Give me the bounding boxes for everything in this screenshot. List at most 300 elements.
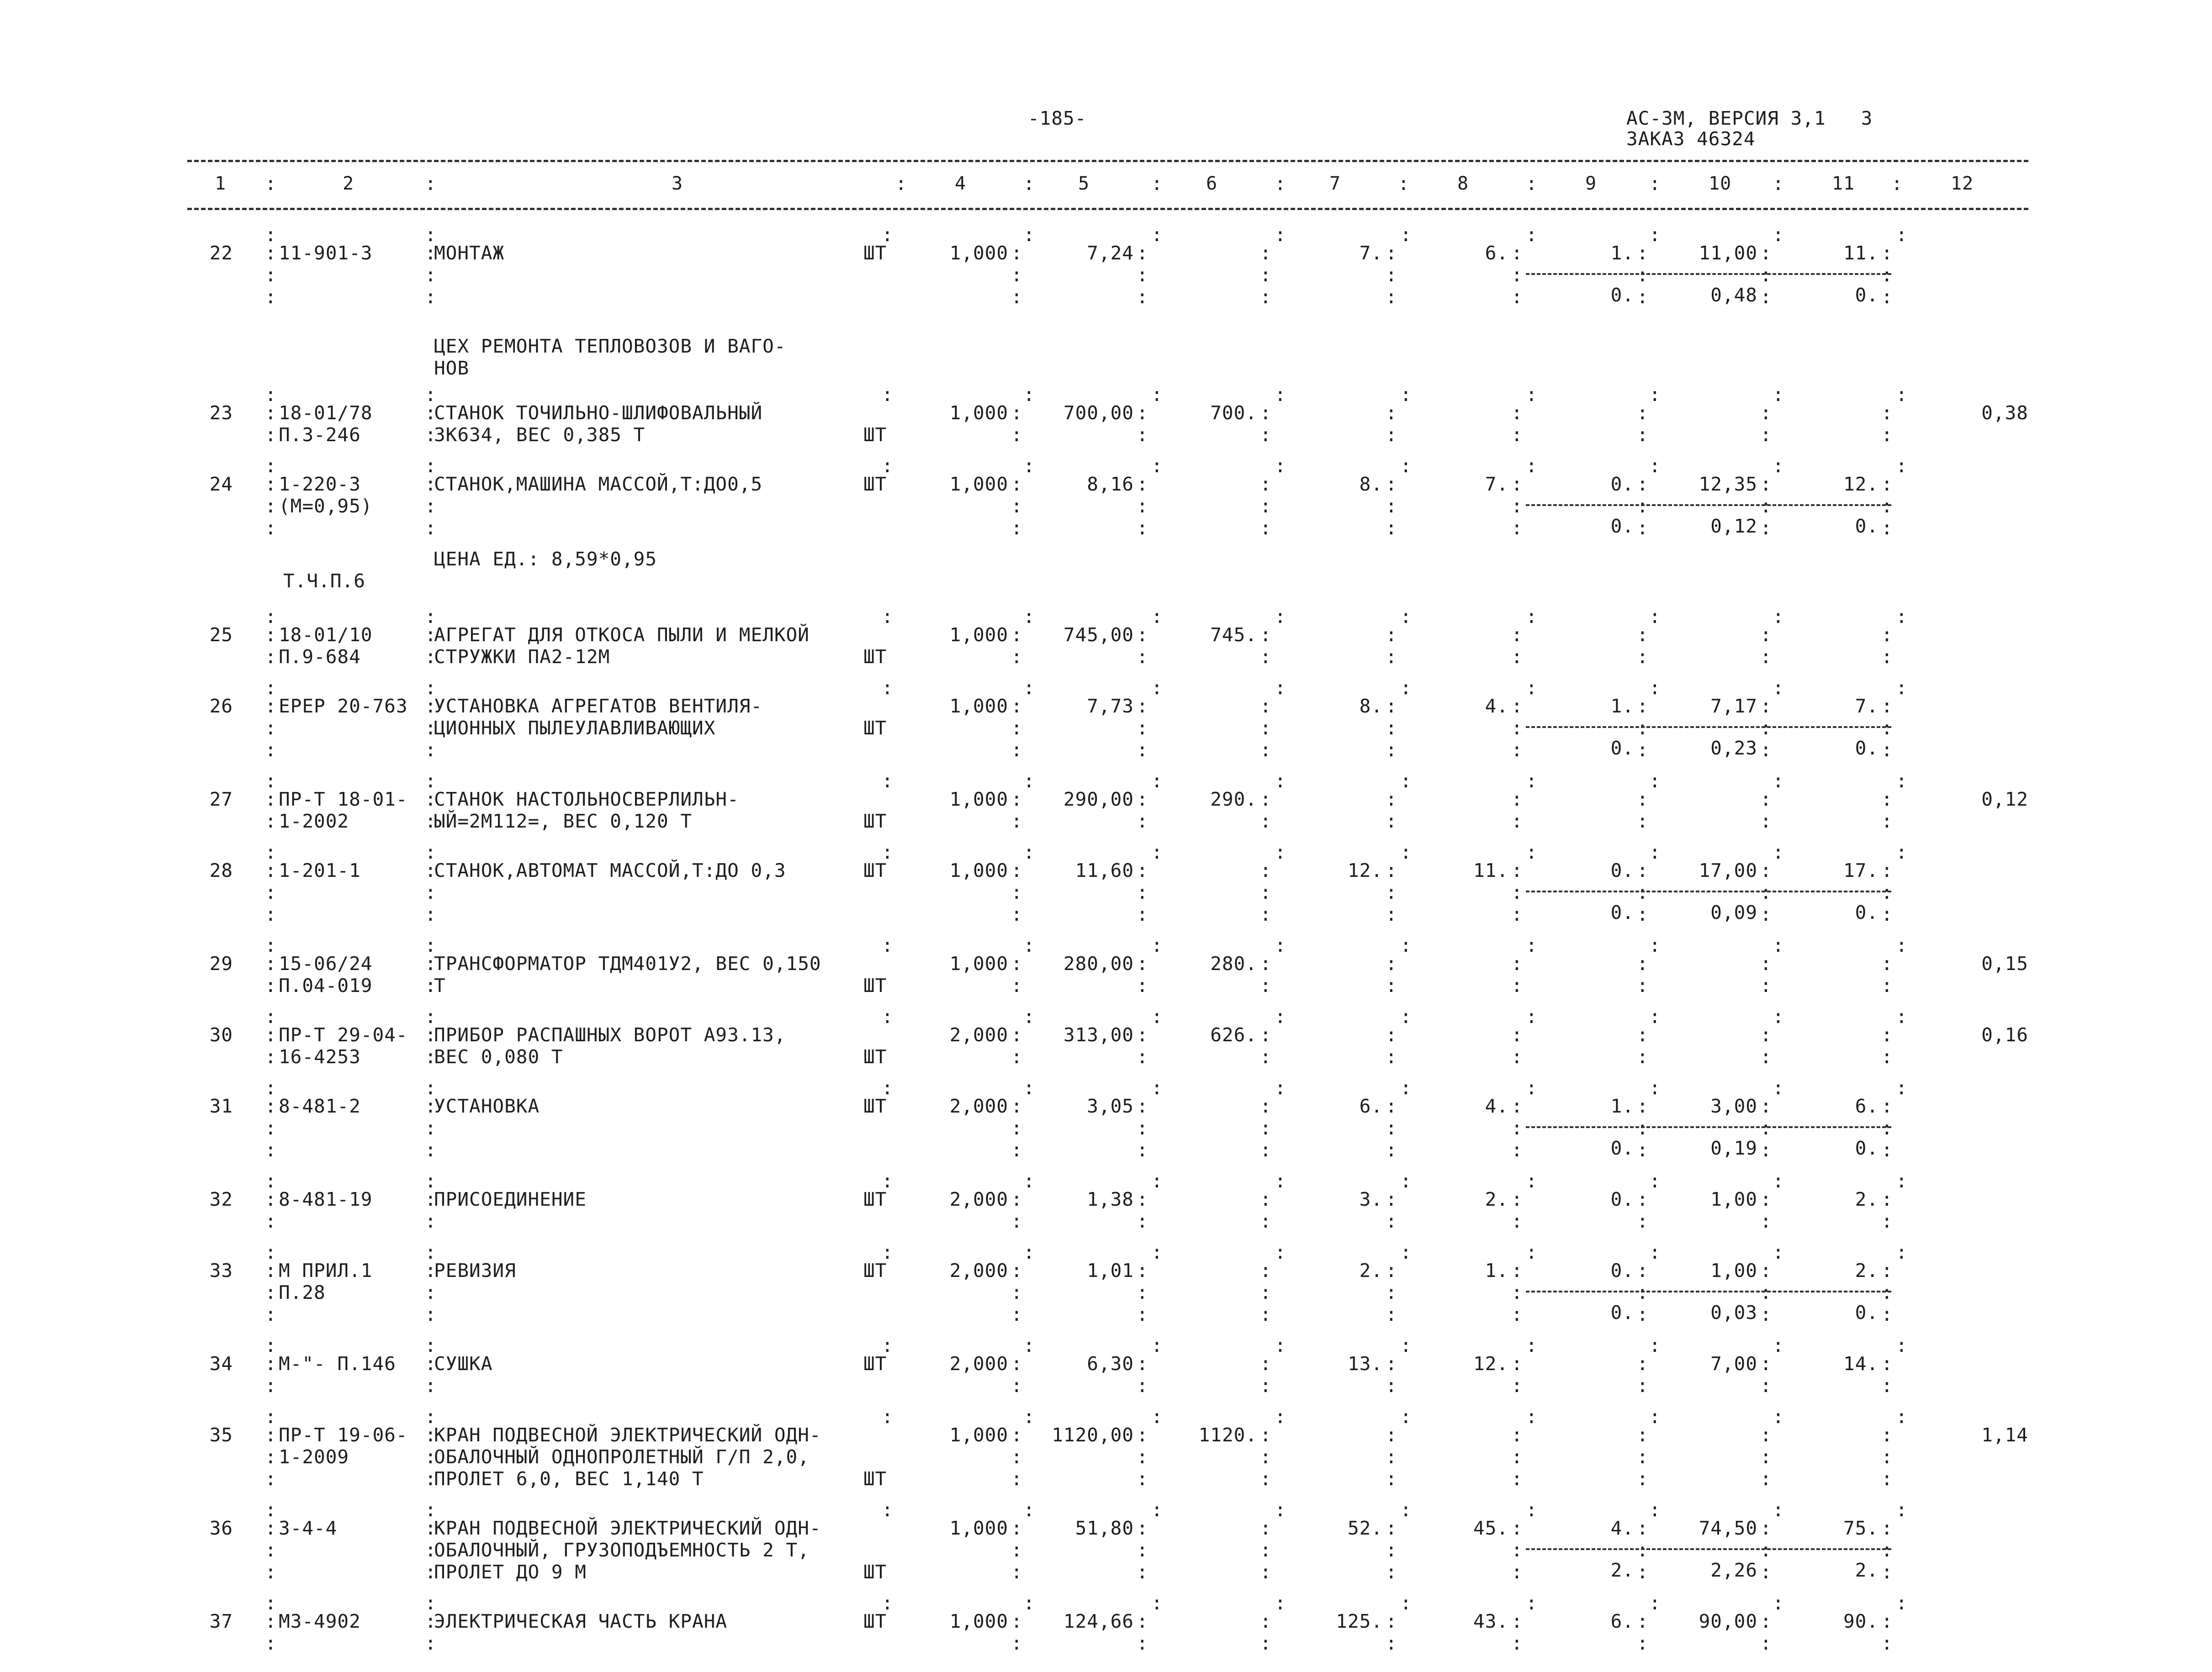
cell-colon: : <box>425 1139 437 1161</box>
cell-colon: : <box>1386 1539 1397 1561</box>
cell-colon: : <box>1511 402 1523 424</box>
row-code: М ПРИЛ.1 <box>279 1260 373 1282</box>
cell-colon: : <box>1386 1260 1397 1282</box>
cell-colon: : <box>1011 1610 1023 1632</box>
cell-colon: : <box>1386 264 1397 286</box>
column-separator: : <box>1891 173 1903 195</box>
cell-colon: : <box>1386 1282 1397 1303</box>
cell-c5: 700,00 <box>1063 402 1134 424</box>
cell-c10: 74,50 <box>1699 1517 1757 1539</box>
cell-colon: : <box>1137 1303 1148 1325</box>
subtotal-separator <box>1526 891 1891 892</box>
row-colon: : <box>1773 841 1784 863</box>
row-unit: ШТ <box>863 1561 887 1583</box>
row-colon: : <box>1400 455 1412 477</box>
row-colon: : <box>1400 770 1412 792</box>
row-colon: : <box>1773 934 1784 956</box>
cell-colon: : <box>265 881 277 903</box>
row-colon: : <box>1400 1592 1412 1614</box>
row-colon: : <box>1649 1170 1661 1192</box>
cell-colon: : <box>1260 1210 1272 1232</box>
row-colon: : <box>1526 1077 1538 1099</box>
row-unit: ШТ <box>863 473 887 495</box>
row-name: ОБАЛОЧНЫЙ, ГРУЗОПОДЪЕМНОСТЬ 2 Т, <box>434 1539 810 1561</box>
cell-colon: : <box>1386 1095 1397 1117</box>
cell-colon: : <box>1881 517 1893 539</box>
cell-colon: : <box>425 1260 437 1282</box>
cell-colon: : <box>1637 903 1649 925</box>
cell-colon: : <box>1386 881 1397 903</box>
cell-colon: : <box>1760 1282 1772 1303</box>
row-colon: : <box>1151 841 1163 863</box>
cell-c11: 14. <box>1843 1353 1879 1375</box>
cell-colon: : <box>1386 810 1397 832</box>
cell-colon: : <box>425 903 437 925</box>
cell-colon: : <box>1260 242 1272 264</box>
cell-c9: 1. <box>1610 695 1634 717</box>
cell-colon: : <box>1511 1139 1523 1161</box>
row-colon: : <box>1773 1077 1784 1099</box>
cell-colon: : <box>1260 286 1272 308</box>
cell-colon: : <box>1881 717 1893 739</box>
row-colon: : <box>1649 1406 1661 1428</box>
column-header-4: 4 <box>955 173 967 194</box>
row-colon: : <box>1896 1077 1908 1099</box>
cell-colon: : <box>1511 1260 1523 1282</box>
cell-colon: : <box>1881 646 1893 668</box>
cell-colon: : <box>1881 1188 1893 1210</box>
cell-c9: 1. <box>1610 242 1634 264</box>
cell-colon: : <box>1637 695 1649 717</box>
row-colon: : <box>425 1006 437 1028</box>
cell-colon: : <box>1511 975 1523 997</box>
row-colon: : <box>1526 841 1538 863</box>
cell-colon: : <box>425 1353 437 1375</box>
cell-colon: : <box>1137 473 1148 495</box>
row-colon: : <box>1773 606 1784 628</box>
cell-colon: : <box>1637 1446 1649 1468</box>
cell-colon: : <box>425 1046 437 1068</box>
cell-colon: : <box>265 1539 277 1561</box>
cell-colon: : <box>1386 1303 1397 1325</box>
row-colon: : <box>1023 1170 1035 1192</box>
cell-colon: : <box>265 903 277 925</box>
row-colon: : <box>1151 1406 1163 1428</box>
cell-colon: : <box>1637 1188 1649 1210</box>
row-colon: : <box>882 384 894 406</box>
cell-colon: : <box>1637 1610 1649 1632</box>
row-colon: : <box>1023 1592 1035 1614</box>
row-colon: : <box>1151 934 1163 956</box>
row-colon: : <box>425 1592 437 1614</box>
cell-c11: 75. <box>1843 1517 1879 1539</box>
cell-colon: : <box>1260 1024 1272 1046</box>
row-colon: : <box>1896 1241 1908 1263</box>
cell-colon: : <box>1637 860 1649 881</box>
cell-colon: : <box>1137 264 1148 286</box>
cell-colon: : <box>1760 1610 1772 1632</box>
cell-colon: : <box>265 1517 277 1539</box>
row-colon: : <box>1151 1170 1163 1192</box>
row-code: 18-01/10 <box>279 624 373 646</box>
row-colon: : <box>882 606 894 628</box>
cell-colon: : <box>1760 1517 1772 1539</box>
cell-colon: : <box>1386 1561 1397 1583</box>
cell-colon: : <box>265 242 277 264</box>
cell-colon: : <box>425 1610 437 1632</box>
row-colon: : <box>1649 1592 1661 1614</box>
cell-colon: : <box>1386 402 1397 424</box>
cell-c7: 2. <box>1359 1260 1383 1282</box>
cell-c4: 2,000 <box>949 1260 1008 1282</box>
row-code: ЕРЕР 20-763 <box>279 695 408 717</box>
cell-colon: : <box>425 473 437 495</box>
cell-colon: : <box>1260 1353 1272 1375</box>
cell-colon: : <box>1386 1610 1397 1632</box>
column-header-9: 9 <box>1585 173 1597 194</box>
cell-colon: : <box>1011 1095 1023 1117</box>
row-colon: : <box>265 1170 277 1192</box>
row-colon: : <box>1400 934 1412 956</box>
cell-colon: : <box>1881 264 1893 286</box>
row-code: ПР-Т 29-04- <box>279 1024 408 1046</box>
cell-colon: : <box>1760 264 1772 286</box>
row-code: 8-481-19 <box>279 1188 373 1210</box>
cell-colon: : <box>1137 1188 1148 1210</box>
cell-colon: : <box>265 1303 277 1325</box>
cell-colon: : <box>1511 1188 1523 1210</box>
cell-colon: : <box>1511 1303 1523 1325</box>
cell-colon: : <box>1011 1024 1023 1046</box>
row-colon: : <box>265 677 277 699</box>
cell-colon: : <box>265 788 277 810</box>
cell-colon: : <box>425 739 437 761</box>
row-colon: : <box>1526 455 1538 477</box>
cell-colon: : <box>265 495 277 517</box>
cell-colon: : <box>265 646 277 668</box>
row-colon: : <box>265 841 277 863</box>
cell-colon: : <box>1260 810 1272 832</box>
cell-colon: : <box>1881 975 1893 997</box>
order-number: ЗАКАЗ 46324 <box>1626 128 1756 150</box>
cell-colon: : <box>1011 286 1023 308</box>
row-colon: : <box>1773 1592 1784 1614</box>
cell-sub11: 0. <box>1855 1137 1879 1159</box>
row-code: М-"- П.146 <box>279 1353 396 1375</box>
row-colon: : <box>1400 1006 1412 1028</box>
cell-colon: : <box>1511 286 1523 308</box>
cell-c11: 2. <box>1855 1260 1879 1282</box>
cell-colon: : <box>425 695 437 717</box>
row-code: 1-2009 <box>279 1446 349 1468</box>
cell-colon: : <box>1881 1046 1893 1068</box>
cell-colon: : <box>1760 1539 1772 1561</box>
cell-colon: : <box>1637 1117 1649 1139</box>
column-header-10: 10 <box>1709 173 1732 194</box>
cell-colon: : <box>1511 1353 1523 1375</box>
cell-colon: : <box>1386 1210 1397 1232</box>
cell-colon: : <box>265 860 277 881</box>
cell-c12: 0,12 <box>1981 788 2028 810</box>
cell-colon: : <box>1511 1517 1523 1539</box>
row-colon: : <box>1151 677 1163 699</box>
subtotal-separator <box>1526 1291 1891 1292</box>
cell-c5: 124,66 <box>1063 1610 1134 1632</box>
cell-colon: : <box>1386 903 1397 925</box>
cell-colon: : <box>1137 881 1148 903</box>
row-colon: : <box>1896 1499 1908 1521</box>
cell-c10: 7,00 <box>1710 1353 1757 1375</box>
cell-colon: : <box>1137 402 1148 424</box>
row-colon: : <box>1773 770 1784 792</box>
row-colon: : <box>1400 677 1412 699</box>
cell-sub11: 0. <box>1855 737 1879 759</box>
cell-colon: : <box>1011 1139 1023 1161</box>
row-colon: : <box>1275 224 1286 246</box>
cell-c4: 1,000 <box>949 242 1008 264</box>
cell-colon: : <box>425 1446 437 1468</box>
column-separator: : <box>1398 173 1410 195</box>
cell-c6: 290. <box>1210 788 1257 810</box>
cell-c11: 7. <box>1855 695 1879 717</box>
cell-colon: : <box>1137 1282 1148 1303</box>
row-colon: : <box>882 1406 894 1428</box>
cell-c4: 1,000 <box>949 402 1008 424</box>
cell-colon: : <box>1137 242 1148 264</box>
cell-c5: 3,05 <box>1087 1095 1134 1117</box>
cell-colon: : <box>1137 1024 1148 1046</box>
cell-c11: 12. <box>1843 473 1879 495</box>
cell-colon: : <box>425 717 437 739</box>
cell-c10: 90,00 <box>1699 1610 1757 1632</box>
cell-colon: : <box>1011 1303 1023 1325</box>
cell-colon: : <box>1260 1260 1272 1282</box>
cell-colon: : <box>1760 1139 1772 1161</box>
cell-colon: : <box>1011 1117 1023 1139</box>
row-colon: : <box>1275 455 1286 477</box>
cell-c4: 1,000 <box>949 473 1008 495</box>
cell-colon: : <box>1637 1139 1649 1161</box>
row-number: 22 <box>209 242 233 264</box>
cell-colon: : <box>1011 903 1023 925</box>
cell-colon: : <box>265 695 277 717</box>
cell-colon: : <box>1011 424 1023 446</box>
cell-colon: : <box>1637 424 1649 446</box>
cell-colon: : <box>425 1561 437 1583</box>
cell-c5: 51,80 <box>1075 1517 1134 1539</box>
row-colon: : <box>1526 1334 1538 1356</box>
cell-colon: : <box>1511 717 1523 739</box>
row-colon: : <box>1151 1592 1163 1614</box>
row-colon: : <box>882 1499 894 1521</box>
row-colon: : <box>1896 1006 1908 1028</box>
cell-c8: 43. <box>1473 1610 1508 1632</box>
row-colon: : <box>1896 606 1908 628</box>
cell-colon: : <box>1137 975 1148 997</box>
cell-colon: : <box>1511 903 1523 925</box>
cell-colon: : <box>1881 473 1893 495</box>
cell-colon: : <box>1511 695 1523 717</box>
row-colon: : <box>1400 224 1412 246</box>
cell-colon: : <box>1260 953 1272 975</box>
cell-sub11: 2. <box>1855 1559 1879 1581</box>
cell-c7: 3. <box>1359 1188 1383 1210</box>
row-colon: : <box>265 1592 277 1614</box>
row-colon: : <box>1023 224 1035 246</box>
row-colon: : <box>265 1006 277 1028</box>
row-colon: : <box>425 1499 437 1521</box>
row-colon: : <box>1526 224 1538 246</box>
cell-colon: : <box>1637 1375 1649 1397</box>
row-colon: : <box>1400 841 1412 863</box>
row-code: 1-220-3 <box>279 473 361 495</box>
cell-c10: 11,00 <box>1699 242 1757 264</box>
row-colon: : <box>1275 606 1286 628</box>
cell-colon: : <box>1260 624 1272 646</box>
cell-colon: : <box>1511 646 1523 668</box>
cell-colon: : <box>1511 881 1523 903</box>
cell-c9: 0. <box>1610 473 1634 495</box>
cell-colon: : <box>1760 1117 1772 1139</box>
row-name: СТАНОК ТОЧИЛЬНО-ШЛИФОВАЛЬНЫЙ <box>434 402 763 424</box>
cell-c11: 6. <box>1855 1095 1879 1117</box>
cell-colon: : <box>425 810 437 832</box>
cell-c6: 280. <box>1210 953 1257 975</box>
row-number: 32 <box>209 1188 233 1210</box>
cell-c9: 0. <box>1610 1260 1634 1282</box>
cell-colon: : <box>425 1303 437 1325</box>
row-colon: : <box>1896 1334 1908 1356</box>
cell-c4: 2,000 <box>949 1188 1008 1210</box>
cell-colon: : <box>1137 1539 1148 1561</box>
cell-colon: : <box>265 1046 277 1068</box>
row-colon: : <box>1275 1406 1286 1428</box>
cell-c9: 0. <box>1610 1188 1634 1210</box>
cell-colon: : <box>1881 1282 1893 1303</box>
cell-colon: : <box>265 264 277 286</box>
cell-colon: : <box>1386 1424 1397 1446</box>
row-colon: : <box>1023 1006 1035 1028</box>
row-colon: : <box>265 606 277 628</box>
column-header-1: 1 <box>215 173 227 194</box>
cell-colon: : <box>1137 717 1148 739</box>
cell-c10: 3,00 <box>1710 1095 1757 1117</box>
row-colon: : <box>1023 1241 1035 1263</box>
cell-colon: : <box>1137 495 1148 517</box>
cell-c8: 7. <box>1485 473 1508 495</box>
row-colon: : <box>1649 1077 1661 1099</box>
row-code: 3-4-4 <box>279 1517 338 1539</box>
column-separator: : <box>425 173 437 195</box>
cell-c5: 7,24 <box>1087 242 1134 264</box>
cell-colon: : <box>1260 717 1272 739</box>
row-colon: : <box>1275 677 1286 699</box>
cell-colon: : <box>1637 517 1649 539</box>
cell-colon: : <box>1881 624 1893 646</box>
row-name: КРАН ПОДВЕСНОЙ ЭЛЕКТРИЧЕСКИЙ ОДН- <box>434 1517 821 1539</box>
cell-colon: : <box>1260 788 1272 810</box>
cell-colon: : <box>425 1632 437 1654</box>
cell-colon: : <box>1637 1539 1649 1561</box>
cell-colon: : <box>425 495 437 517</box>
cell-colon: : <box>1011 739 1023 761</box>
row-unit: ШТ <box>863 1095 887 1117</box>
row-colon: : <box>1773 1170 1784 1192</box>
cell-colon: : <box>425 881 437 903</box>
cell-colon: : <box>1637 1632 1649 1654</box>
cell-sub9: 0. <box>1610 1137 1634 1159</box>
cell-colon: : <box>425 975 437 997</box>
cell-colon: : <box>1881 1117 1893 1139</box>
cell-c8: 4. <box>1485 1095 1508 1117</box>
row-unit: ШТ <box>863 1468 887 1490</box>
cell-colon: : <box>1260 1539 1272 1561</box>
row-colon: : <box>1773 1499 1784 1521</box>
cell-colon: : <box>1760 242 1772 264</box>
cell-c5: 6,30 <box>1087 1353 1134 1375</box>
cell-colon: : <box>1137 1210 1148 1232</box>
cell-colon: : <box>1260 1517 1272 1539</box>
cell-colon: : <box>425 402 437 424</box>
row-colon: : <box>1275 770 1286 792</box>
cell-colon: : <box>1137 860 1148 881</box>
cell-sub9: 0. <box>1610 284 1634 306</box>
row-colon: : <box>425 1077 437 1099</box>
cell-colon: : <box>1386 517 1397 539</box>
cell-colon: : <box>1760 1375 1772 1397</box>
cell-colon: : <box>1881 881 1893 903</box>
cell-c4: 2,000 <box>949 1024 1008 1046</box>
row-colon: : <box>1896 1406 1908 1428</box>
cell-c11: 2. <box>1855 1188 1879 1210</box>
cell-colon: : <box>1137 1561 1148 1583</box>
row-colon: : <box>1773 1006 1784 1028</box>
cell-colon: : <box>1881 1139 1893 1161</box>
cell-sub10: 0,48 <box>1710 284 1757 306</box>
row-code: 1-201-1 <box>279 860 361 881</box>
cell-colon: : <box>1760 424 1772 446</box>
cell-colon: : <box>1637 473 1649 495</box>
cell-c5: 1,38 <box>1087 1188 1134 1210</box>
cell-colon: : <box>1011 1561 1023 1583</box>
cell-colon: : <box>265 1210 277 1232</box>
row-code: 16-4253 <box>279 1046 361 1068</box>
cell-colon: : <box>1511 1210 1523 1232</box>
cell-sub9: 0. <box>1610 515 1634 537</box>
cell-c12: 0,16 <box>1981 1024 2028 1046</box>
row-colon: : <box>425 1334 437 1356</box>
cell-colon: : <box>1260 473 1272 495</box>
row-colon: : <box>1023 455 1035 477</box>
row-colon: : <box>1526 934 1538 956</box>
cell-colon: : <box>425 1188 437 1210</box>
subtotal-separator <box>1526 726 1891 728</box>
cell-colon: : <box>1760 286 1772 308</box>
cell-colon: : <box>1386 1139 1397 1161</box>
cell-c4: 1,000 <box>949 1517 1008 1539</box>
cell-sub11: 0. <box>1855 284 1879 306</box>
cell-colon: : <box>1760 495 1772 517</box>
cell-sub9: 0. <box>1610 1302 1634 1324</box>
cell-colon: : <box>1760 953 1772 975</box>
cell-colon: : <box>425 646 437 668</box>
cell-colon: : <box>1137 695 1148 717</box>
cell-colon: : <box>1137 739 1148 761</box>
column-separator: : <box>1151 173 1163 195</box>
cell-colon: : <box>1881 286 1893 308</box>
row-colon: : <box>1275 1077 1286 1099</box>
cell-c8: 2. <box>1485 1188 1508 1210</box>
